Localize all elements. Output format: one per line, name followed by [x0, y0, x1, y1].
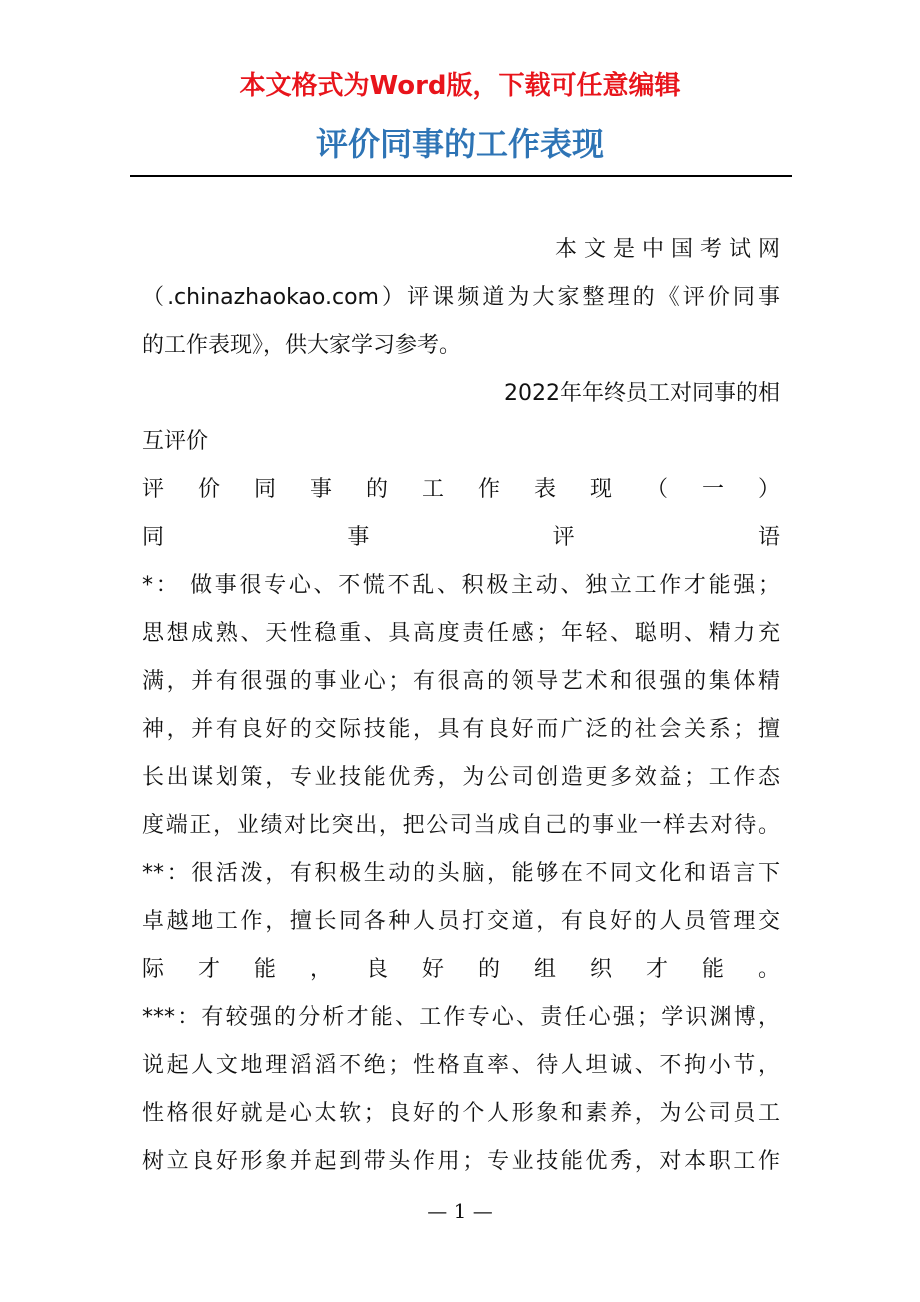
body-line: 树立良好形象并起到带头作用；专业技能优秀，对本职工作 [142, 1149, 780, 1174]
body-line: 思想成熟、天性稳重、具高度责任感；年轻、聪明、精力充 [142, 621, 780, 646]
body-line: 度端正，业绩对比突出，把公司当成自己的事业一样去对待。 [142, 813, 780, 838]
body-line: **：很活泼，有积极生动的头脑，能够在不同文化和语言下 [142, 861, 780, 886]
body-line: 际 才 能 ， 良 好 的 组 织 才 能 。 [142, 957, 780, 982]
body-line: 性格很好就是心太软；良好的个人形象和素养，为公司员工 [142, 1101, 780, 1126]
body-line: 2022年年终员工对同事的相 [504, 381, 780, 406]
body-line: 互评价 [142, 429, 209, 454]
title-divider [130, 175, 792, 177]
body-line: 本 文 是 中 国 考 试 网 [555, 237, 780, 262]
document-title: 评价同事的工作表现 [315, 125, 604, 163]
body-line: 的工作表现》，供大家学习参考。 [142, 333, 462, 358]
page-number: — 1 — [427, 1199, 493, 1223]
body-line: ***：有较强的分析才能、工作专心、责任心强；学识渊博， [142, 1005, 780, 1030]
subheading: 同 事 评 语 [142, 525, 780, 550]
body-line: （.chinazhaokao.com）评课频道为大家整理的《评价同事 [142, 285, 780, 310]
body-line: 卓越地工作，擅长同各种人员打交道，有良好的人员管理交 [142, 909, 780, 934]
body-line: *： 做事很专心、不慌不乱、积极主动、独立工作才能强； [142, 573, 780, 598]
format-notice-banner: 本文格式为Word版，下载可任意编辑 [239, 71, 681, 101]
section-heading: 评 价 同 事 的 工 作 表 现 （ 一 ） [142, 477, 780, 502]
body-line: 长出谋划策，专业技能优秀，为公司创造更多效益；工作态 [142, 765, 780, 790]
body-line: 满，并有很强的事业心；有很高的领导艺术和很强的集体精 [142, 669, 780, 694]
body-line: 说起人文地理滔滔不绝；性格直率、待人坦诚、不拘小节， [142, 1053, 780, 1078]
body-line: 神，并有良好的交际技能，具有良好而广泛的社会关系；擅 [142, 717, 780, 742]
